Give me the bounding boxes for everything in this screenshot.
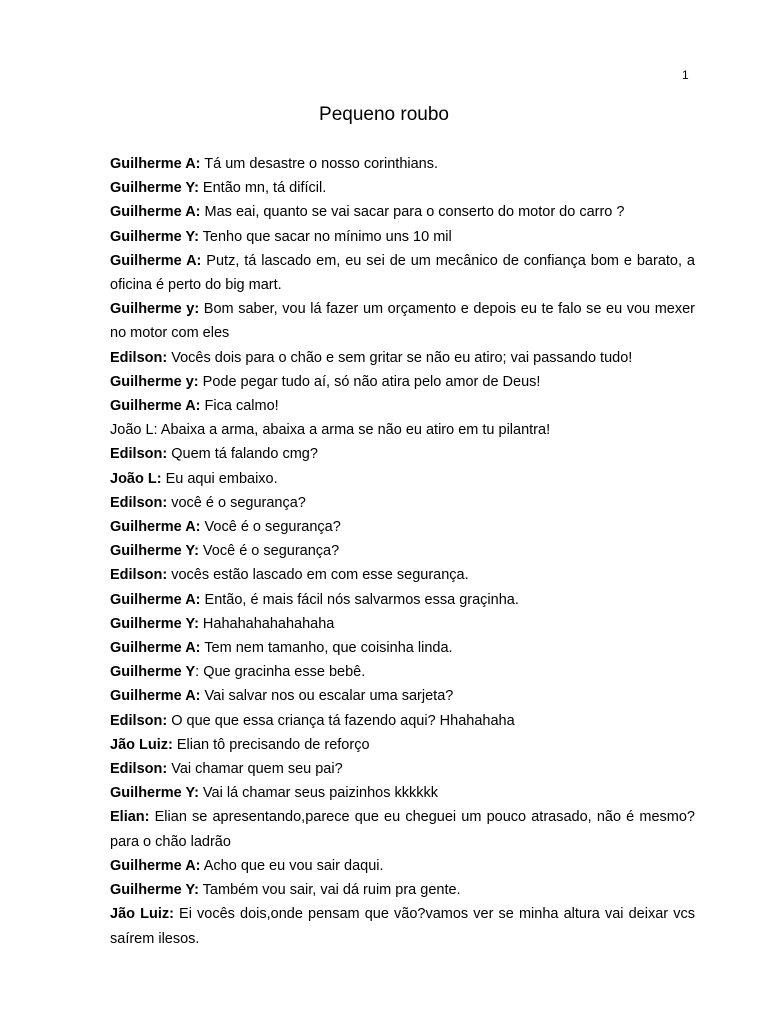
dialogue-line (110, 757, 695, 781)
dialogue-text: Quem tá falando cmg? (167, 446, 318, 463)
speaker-name: Edilson: (110, 712, 168, 729)
speaker-name: Guilherme Y: (110, 180, 199, 197)
speaker-name: Edilson: (110, 761, 168, 778)
dialogue-text: Você é o segurança? (200, 519, 341, 536)
speaker-name: Jão Luiz: (110, 736, 173, 753)
dialogue-line (110, 539, 695, 563)
dialogue-line (110, 225, 695, 249)
dialogue-text: Pode pegar tudo aí, só não atira pelo amor de Deus! (198, 373, 541, 390)
dialogue-text: Tá um desastre o nosso corinthians. (200, 156, 439, 172)
speaker-name: Guilherme y: (110, 301, 200, 318)
speaker-name: Edilson: (110, 446, 168, 463)
dialogue-text: Fica calmo! (200, 398, 279, 415)
speaker-name: Edilson: (110, 349, 168, 366)
dialogue-line (110, 442, 695, 466)
dialogue-line (110, 467, 695, 491)
dialogue-text: Acho que eu vou sair daqui. (200, 857, 384, 874)
dialogue-text: Vai chamar quem seu pai? (167, 761, 343, 778)
dialogue-text: você é o segurança? (167, 494, 306, 511)
speaker-name: Guilherme A: (110, 857, 201, 874)
dialogue-text: Elian se apresentando,parece que eu cheguei um pouco atrasado, não é mesmo?para o chão ladrão (110, 809, 695, 850)
speaker-name: Guilherme Y: (110, 615, 199, 632)
dialogue-text: Putz, tá lascado em, eu sei de um mecânico de confiança bom e barato, a oficina é perto do big mart. (110, 252, 695, 294)
dialogue-line (110, 563, 695, 587)
dialogue-text: : Que gracinha esse bebê. (195, 664, 366, 681)
speaker-name: Edilson: (110, 494, 168, 511)
dialogue-line (110, 612, 695, 636)
speaker-name: João L: (110, 422, 158, 439)
dialogue-text: Também vou sair, vai dá ruim pra gente. (198, 882, 461, 899)
dialogue-text: Elian tô precisando de reforço (172, 736, 370, 753)
speaker-name: Guilherme Y: (110, 543, 199, 560)
dialogue-line (110, 781, 695, 805)
dialogue-line (110, 902, 695, 950)
speaker-name: Guilherme A: (110, 252, 202, 269)
dialogue-line (110, 684, 695, 708)
dialogue-line (110, 370, 695, 394)
speaker-name: Guilherme A: (110, 688, 201, 705)
dialogue-text: Eu aqui embaixo. (161, 470, 278, 487)
dialogue-line (110, 418, 695, 442)
speaker-name: Guilherme A: (110, 591, 201, 608)
dialogue-text: Vai lá chamar seus paizinhos kkkkkk (198, 785, 438, 802)
speaker-name: Guilherme A: (110, 519, 201, 536)
speaker-name: Guilherme Y: (110, 228, 199, 245)
speaker-name: Guilherme Y (110, 664, 196, 681)
dialogue-line (110, 176, 695, 200)
dialogue-text: Tenho que sacar no mínimo uns 10 mil (198, 228, 452, 245)
dialogue-line (110, 152, 695, 176)
speaker-name: Guilherme y: (110, 373, 199, 390)
dialogue-text: Então, é mais fácil nós salvarmos essa graçinha. (200, 591, 519, 608)
dialogue-line (110, 588, 695, 612)
dialogue-line (110, 854, 695, 878)
dialogue-line (110, 394, 695, 418)
dialogue-text: Vai salvar nos ou escalar uma sarjeta? (200, 688, 454, 705)
dialogue-line (110, 491, 695, 515)
dialogue-line (110, 200, 695, 224)
dialogue-line (110, 346, 695, 370)
speaker-name: Guilherme A: (110, 204, 201, 221)
dialogue-text: vocês estão lascado em com esse segurança. (167, 567, 469, 584)
dialogue-line (110, 636, 695, 660)
dialogue-line (110, 709, 695, 733)
speaker-name: Guilherme Y: (110, 785, 199, 802)
speaker-name: Guilherme A: (110, 640, 201, 657)
speaker-name: Guilherme Y: (110, 882, 199, 899)
speaker-name: João L: (110, 470, 162, 487)
dialogue-line (110, 515, 695, 539)
speaker-name: Guilherme A: (110, 156, 201, 172)
dialogue-line (110, 660, 695, 684)
dialogue-text: Hahahahahahahaha (198, 615, 335, 632)
page-number: 1 (682, 68, 689, 82)
dialogue-text: O que que essa criança tá fazendo aqui? Hhahahaha (167, 712, 515, 729)
dialogue-text: Ei vocês dois,onde pensam que vão?vamos ver se minha altura vai deixar vcs saírem ilesos. (110, 906, 695, 947)
dialogue-line (110, 297, 695, 345)
dialogue-text: Tem nem tamanho, que coisinha linda. (200, 640, 453, 657)
dialogue-text: Então mn, tá difícil. (198, 180, 327, 197)
dialogue-line (110, 733, 695, 757)
dialogue-line (110, 249, 695, 297)
speaker-name: Guilherme A: (110, 398, 201, 415)
dialogue-text: Bom saber, vou lá fazer um orçamento e depois eu te falo se eu vou mexer no motor com eles (110, 301, 695, 342)
dialogue-text: Abaixa a arma, abaixa a arma se não eu atiro em tu pilantra! (157, 422, 551, 439)
speaker-name: Elian: (110, 809, 150, 826)
dialogue-line (110, 878, 695, 902)
speaker-name: Edilson: (110, 567, 168, 584)
dialogue-text: Mas eai, quanto se vai sacar para o conserto do motor do carro ? (200, 204, 625, 221)
dialogue-text: Vocês dois para o chão e sem gritar se não eu atiro; vai passando tudo! (167, 349, 633, 366)
speaker-name: Jão Luiz: (110, 906, 174, 923)
dialogue-text: Você é o segurança? (198, 543, 340, 560)
dialogue-line (110, 805, 695, 853)
document-title: Pequeno roubo (319, 104, 449, 125)
dialogue-body (110, 152, 695, 951)
